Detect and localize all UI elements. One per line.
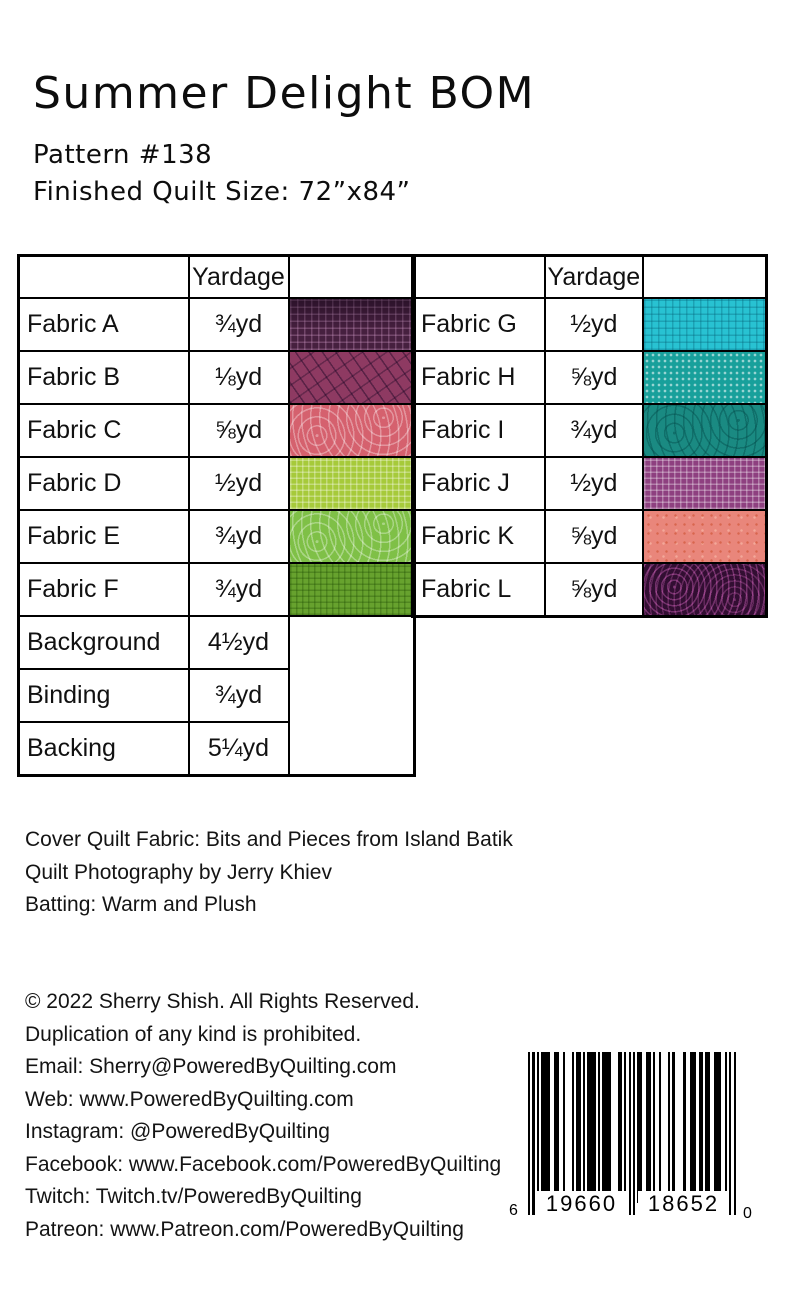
fabric-name-cell: Fabric I [413, 404, 545, 457]
web-line: Web: www.PoweredByQuilting.com [25, 1087, 354, 1111]
fabric-name-cell: Backing [19, 722, 189, 776]
yardage-table-left [17, 254, 416, 777]
duplication-line: Duplication of any kind is prohibited. [25, 1022, 362, 1046]
fabric-name-cell: Fabric C [19, 404, 189, 457]
fabric-name-cell: Fabric E [19, 510, 189, 563]
fabric-row [413, 563, 767, 617]
cover-fabric-note: Cover Quilt Fabric: Bits and Pieces from Island Batik [25, 828, 513, 851]
fabric-yardage-cell: ¾yd [189, 510, 289, 563]
pattern-number: Pattern #138 [33, 140, 213, 170]
fabric-swatch [289, 510, 415, 563]
fabric-yardage-cell: ⅝yd [545, 563, 644, 617]
fabric-yardage-cell: ¾yd [189, 563, 289, 616]
footer-block [25, 986, 501, 1246]
fabric-row [19, 457, 415, 510]
yardage-header-cell: Yardage [189, 256, 289, 299]
page-title: Summer Delight BOM [33, 68, 536, 119]
fabric-row [413, 298, 767, 351]
fabric-yardage-cell: ½yd [545, 457, 644, 510]
fabric-row [413, 351, 767, 404]
fabric-yardage-cell: ½yd [545, 298, 644, 351]
fabric-name-cell: Background [19, 616, 189, 669]
fabric-row [19, 563, 415, 616]
email-line: Email: Sherry@PoweredByQuilting.com [25, 1055, 397, 1078]
swatch-header-cell [289, 256, 415, 299]
fabric-name-cell: Fabric F [19, 563, 189, 616]
fabric-swatch [643, 298, 766, 351]
fabric-row [413, 457, 767, 510]
barcode-right-digit: 0 [743, 1205, 752, 1222]
fabric-swatch [289, 457, 415, 510]
fabric-swatch [643, 457, 766, 510]
notes-block [25, 824, 513, 922]
fabric-yardage-cell: ⅝yd [545, 351, 644, 404]
swatch-header-cell [643, 256, 766, 299]
finished-quilt-size: Finished Quilt Size: 72”x84” [33, 177, 411, 207]
empty-header-cell [19, 256, 189, 299]
empty-header-cell [413, 256, 545, 299]
fabric-swatch [643, 510, 766, 563]
fabric-name-cell: Fabric D [19, 457, 189, 510]
table-header-row [413, 256, 767, 299]
upc-barcode [509, 1052, 752, 1224]
fabric-name-cell: Fabric A [19, 298, 189, 351]
fabric-yardage-cell: ½yd [189, 457, 289, 510]
barcode-digit-group-1: 19660 [536, 1191, 627, 1218]
photography-note: Quilt Photography by Jerry Khiev [25, 860, 332, 884]
fabric-swatch [289, 351, 415, 404]
fabric-swatch [643, 351, 766, 404]
fabric-yardage-cell: 4½yd [189, 616, 289, 669]
fabric-swatch [643, 404, 766, 457]
table-header-row [19, 256, 415, 299]
fabric-yardage-cell: ⅝yd [545, 510, 644, 563]
fabric-name-cell: Fabric J [413, 457, 545, 510]
fabric-swatch [289, 298, 415, 351]
barcode-bar [734, 1052, 736, 1215]
fabric-name-cell: Binding [19, 669, 189, 722]
fabric-row [19, 510, 415, 563]
fabric-swatch [643, 563, 766, 617]
fabric-yardage-cell: 5¼yd [189, 722, 289, 776]
twitch-line: Twitch: Twitch.tv/PoweredByQuilting [25, 1185, 362, 1208]
barcode-digit-group-2: 18652 [638, 1191, 729, 1218]
fabric-row [19, 404, 415, 457]
fabric-row [19, 351, 415, 404]
fabric-yardage-cell: ¾yd [545, 404, 644, 457]
fabric-yardage-cell: ⅝yd [189, 404, 289, 457]
fabric-row [19, 298, 415, 351]
fabric-swatch [289, 404, 415, 457]
fabric-row [413, 510, 767, 563]
batting-note: Batting: Warm and Plush [25, 893, 257, 916]
fabric-row [19, 669, 415, 722]
fabric-row [19, 722, 415, 776]
yardage-header-cell: Yardage [545, 256, 644, 299]
fabric-name-cell: Fabric G [413, 298, 545, 351]
fabric-swatch [289, 563, 415, 616]
copyright-line: © 2022 Sherry Shish. All Rights Reserved. [25, 990, 420, 1013]
fabric-row [413, 404, 767, 457]
fabric-name-cell: Fabric H [413, 351, 545, 404]
fabric-yardage-cell: ⅛yd [189, 351, 289, 404]
yardage-table-right [411, 254, 768, 618]
instagram-line: Instagram: @PoweredByQuilting [25, 1120, 330, 1143]
fabric-yardage-cell: ¾yd [189, 669, 289, 722]
fabric-yardage-cell: ¾yd [189, 298, 289, 351]
patreon-line: Patreon: www.Patreon.com/PoweredByQuilting [25, 1217, 464, 1241]
fabric-row [19, 616, 415, 669]
fabric-name-cell: Fabric K [413, 510, 545, 563]
fabric-name-cell: Fabric B [19, 351, 189, 404]
barcode-left-digit: 6 [509, 1202, 518, 1219]
fabric-name-cell: Fabric L [413, 563, 545, 617]
facebook-line: Facebook: www.Facebook.com/PoweredByQuilting [25, 1152, 502, 1176]
